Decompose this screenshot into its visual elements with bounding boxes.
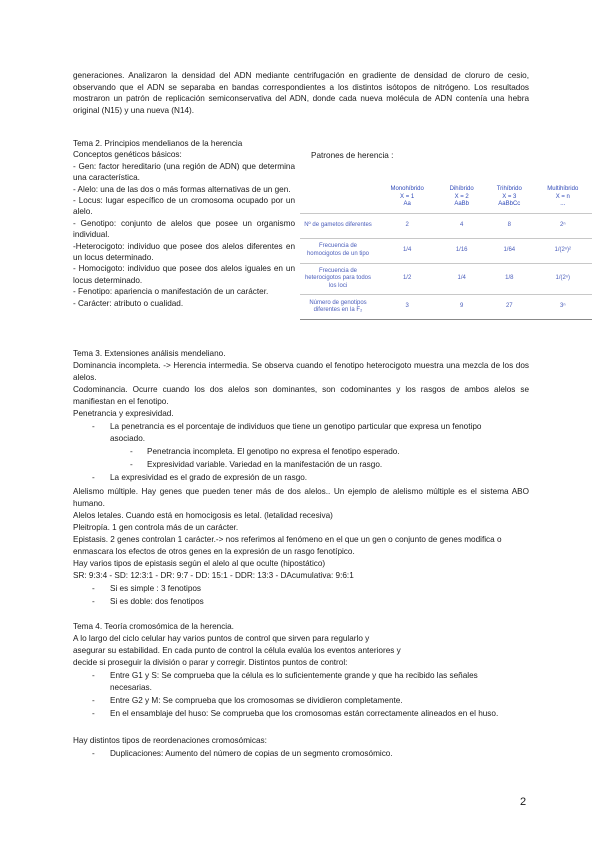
- tema4-title: Tema 4. Teoría cromosómica de la herencia.: [73, 622, 234, 631]
- alelismo-paragraph: Alelismo múltiple. Hay genes que pueden tener más de dos alelos.. Un ejemplo de alelismo múltiple es el sistema ABO humano.: [73, 487, 529, 508]
- concept-locus: - Locus: lugar específico de un cromosoma ocupado por un alelo.: [73, 196, 295, 217]
- concept-homocigoto: - Homocigoto: individuo que posee dos alelos iguales en un locus determinado.: [73, 264, 295, 285]
- list-dash: -: [92, 749, 95, 758]
- intro-paragraph: generaciones. Analizaron la densidad del ADN mediante centrifugación en gradiente de densidad de cloruro de cesio, observando que el ADN se separaba en bandas correspondientes a los distintos isótopos de nitrógeno. Los resultados mostraron un patrón de replicación semiconservativa del ADN, donde cada nueva molécula de ADN contenía una hebra original (N15) y una nueva (N14).: [73, 71, 529, 115]
- patrones-title: Patrones de herencia :: [311, 151, 394, 160]
- checkpoint-g1: Entre G1 y S: Se comprueba que la célula es lo suficientemente grande y que ha recibido las señales: [110, 671, 478, 680]
- page-number: 2: [520, 796, 527, 808]
- list-dash: -: [92, 696, 95, 705]
- table-cell: 1/2: [376, 263, 438, 295]
- table-cell: 2ⁿ: [534, 213, 592, 238]
- table-cell: 1/(2ⁿ): [534, 263, 592, 295]
- epistasis-paragraph: Epistasis. 2 genes controlan 1 carácter.-> nos referimos al fenómeno en el que un gen o conjunto de genes modifica o enmascara los efectos de otros genes en la expresión de un rasgo fenotípico.: [73, 535, 502, 556]
- table-cell: 1/8: [485, 263, 534, 295]
- list-dash: -: [130, 460, 133, 469]
- header-monohibrido: Monohíbrido X = 1 Aa: [390, 186, 424, 207]
- penetrancia-item-cont: asociado.: [110, 434, 146, 443]
- table-cell: 1/4: [438, 263, 485, 295]
- header-dihibrido: Dihíbrido X = 2 AaBb: [449, 186, 474, 207]
- table-row: [300, 263, 592, 295]
- table-cell: 27: [485, 295, 534, 320]
- table-cell: 1/16: [438, 238, 485, 263]
- expresividad-item: La expresividad es el grado de expresión de un rasgo.: [110, 473, 308, 482]
- tema4-line-2: asegurar su estabilidad. En cada punto de control la célula evalúa los eventos anteriores y: [73, 646, 401, 655]
- row-label: Nº de gametos diferentes: [300, 213, 376, 238]
- table-row: [300, 213, 592, 238]
- concept-genotipo: - Genotipo: conjunto de alelos que posee un organismo individual.: [73, 218, 295, 240]
- penetrancia-title: Penetrancia y expresividad.: [73, 409, 174, 418]
- table-cell: 3: [376, 295, 438, 320]
- epistasis-tipos: Hay varios tipos de epistasis según el alelo al que oculte (hipostático): [73, 559, 326, 568]
- list-dash: -: [92, 584, 95, 593]
- checkpoint-g2: Entre G2 y M: Se comprueba que los cromosomas se dividieron completamente.: [110, 696, 403, 705]
- row-label: Número de genotipos diferentes en la F₂: [300, 295, 376, 320]
- penetrancia-item: La penetrancia es el porcentaje de individuos que tiene un genotipo particular que expresa un fenotipo: [110, 422, 482, 431]
- table-cell: 3ⁿ: [534, 295, 592, 320]
- list-dash: -: [130, 447, 133, 456]
- epistasis-ratios: SR: 9:3:4 - SD: 12:3:1 - DR: 9:7 - DD: 15:1 - DDR: 13:3 - DAcumulativa: 9:6:1: [73, 571, 354, 580]
- checkpoint-g1-cont: necesarias.: [110, 683, 152, 692]
- table-cell: 9: [438, 295, 485, 320]
- concept-caracter: - Carácter: atributo o cualidad.: [73, 298, 184, 308]
- table-header-row: [300, 186, 592, 213]
- table-row: [300, 295, 592, 320]
- tema2-subtitle: Conceptos genéticos básicos:: [73, 150, 182, 160]
- tema4-line-3: decide si proseguir la división o parar y corregir. Distintos puntos de control:: [73, 658, 348, 667]
- pleitropia-line: Pleitropía. 1 gen controla más de un carácter.: [73, 523, 239, 532]
- header-trihibrido: Trihíbrido X = 3 AaBbCc: [496, 186, 522, 207]
- codominancia-paragraph: Codominancia. Ocurre cuando los dos alelos son dominantes, son codominantes y los rasgos de ambos alelos se manifiestan en el fenotipo.: [73, 385, 529, 406]
- table-row: [300, 238, 592, 263]
- epistasis-simple: Si es simple : 3 fenotipos: [110, 584, 202, 593]
- table-cell: 1/4: [376, 238, 438, 263]
- table-cell: 1/(2ⁿ)²: [534, 238, 592, 263]
- concept-heterocigoto: -Heterocigoto: individuo que posee dos alelos diferentes en un locus determinado.: [73, 241, 295, 263]
- list-dash: -: [92, 597, 95, 606]
- tema4-line-1: A lo largo del ciclo celular hay varios puntos de control que sirven para regularlo y: [73, 634, 370, 643]
- concept-alelo: - Alelo: una de las dos o más formas alternativas de un gen.: [73, 184, 291, 194]
- list-dash: -: [92, 473, 95, 482]
- patrones-table: [300, 186, 592, 320]
- epistasis-doble: Si es doble: dos fenotipos: [110, 597, 204, 606]
- dominancia-paragraph: Dominancia incompleta. -> Herencia intermedia. Se observa cuando el fenotipo heterocigoto muestra una mezcla de los dos alelos.: [73, 361, 529, 382]
- penetrancia-sub1: Penetrancia incompleta. El genotipo no expresa el fenotipo esperado.: [147, 447, 400, 456]
- list-dash: -: [92, 671, 95, 680]
- table-cell: 4: [438, 213, 485, 238]
- concept-fenotipo: - Fenotipo: apariencia o manifestación de un carácter.: [73, 287, 269, 297]
- tema2-section: [73, 138, 295, 309]
- tema3-title: Tema 3. Extensiones análisis mendeliano.: [73, 349, 226, 358]
- list-dash: -: [92, 422, 95, 431]
- penetrancia-sub2: Expresividad variable. Variedad en la manifestación de un rasgo.: [147, 460, 383, 469]
- row-label: Frecuencia de homocigotos de un tipo: [300, 238, 376, 263]
- row-label: Frecuencia de heterocigotos para todos los loci: [300, 263, 376, 295]
- letales-line: Alelos letales. Cuando está en homocigosis es letal. (letalidad recesiva): [73, 511, 333, 520]
- table-cell: 2: [376, 213, 438, 238]
- concept-gen: - Gen: factor hereditario (una región de ADN) que determina una característica.: [73, 161, 295, 183]
- checkpoint-huso: En el ensamblaje del huso: Se comprueba que los cromosomas están correctamente alineados en el huso.: [110, 709, 499, 718]
- list-dash: -: [92, 709, 95, 718]
- tema2-title: Tema 2. Principios mendelianos de la herencia: [73, 139, 243, 148]
- table-cell: 1/64: [485, 238, 534, 263]
- header-multihibrido: Multihíbrido X = n ...: [547, 186, 579, 207]
- reordenaciones-line: Hay distintos tipos de reordenaciones cromosómicas:: [73, 736, 267, 745]
- table-cell: 8: [485, 213, 534, 238]
- duplicaciones-item: Duplicaciones: Aumento del número de copias de un segmento cromosómico.: [110, 749, 393, 758]
